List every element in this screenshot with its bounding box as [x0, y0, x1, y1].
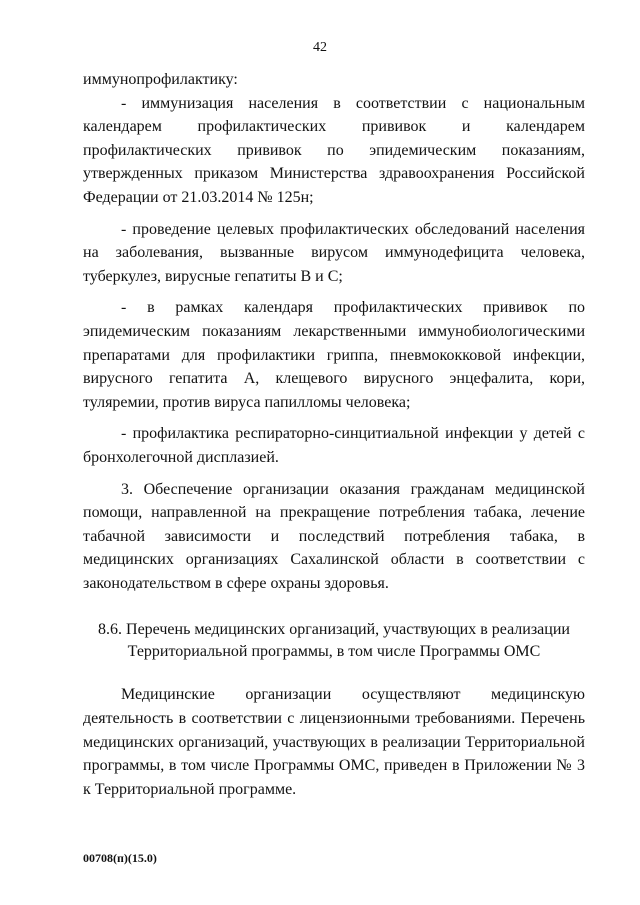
paragraph-intro: иммунопрофилактику: — [83, 71, 238, 88]
list-item-vaccination-calendar: - в рамках календаря профилактических прививок по эпидемическим показаниям лекарственными иммунобиологическими препаратами для профилактики гриппа, пневмококковой инфекции, вирусного гепатита А, клещевого вирусного энцефалита, кори, туляремии, против вируса папилломы человека; — [83, 299, 585, 411]
list-item-immunization: - иммунизация населения в соответствии с национальным календарем профилактических прививок и календарем профилактических прививок по эпидемическим показаниям, утвержденных приказом Министерства здравоохранения Российской Федерации от 21.03.2014 № 125н; — [83, 94, 585, 206]
page-number: 42 — [313, 40, 327, 55]
paragraph-medical-organizations: Медицинские организации осуществляют медицинскую деятельность в соответствии с лицензионными требованиями. Перечень медицинских организаций, участвующих в реализации Территориальной программы, в том числе Программы ОМС, приведен в Приложении № 3 к Территориальной программе. — [83, 686, 585, 798]
section-heading — [83, 619, 585, 663]
document-code: 00708(п)(15.0) — [83, 851, 157, 865]
section-heading-line-1: 8.6. Перечень медицинских организаций, участвующих в реализации — [98, 621, 570, 639]
list-item-screening: - проведение целевых профилактических обследований населения на заболевания, вызванные вирусом иммунодефицита человека, туберкулез, вирусные гепатиты В и С; — [83, 220, 585, 285]
paragraph-tobacco: 3. Обеспечение организации оказания гражданам медицинской помощи, направленной на прекращение потребления табака, лечение табачной зависимости и последствий потребления табака, в медицинских организациях Сахалинской области в соответствии с законодательством в сфере охраны здоровья. — [83, 480, 585, 592]
list-item-rsv-prophylaxis: - профилактика респираторно-синцитиальной инфекции у детей с бронхолегочной дисплазией. — [83, 425, 585, 466]
document-body — [83, 68, 585, 801]
section-heading-line-2: Территориальной программы, в том числе Программы ОМС — [127, 643, 541, 661]
